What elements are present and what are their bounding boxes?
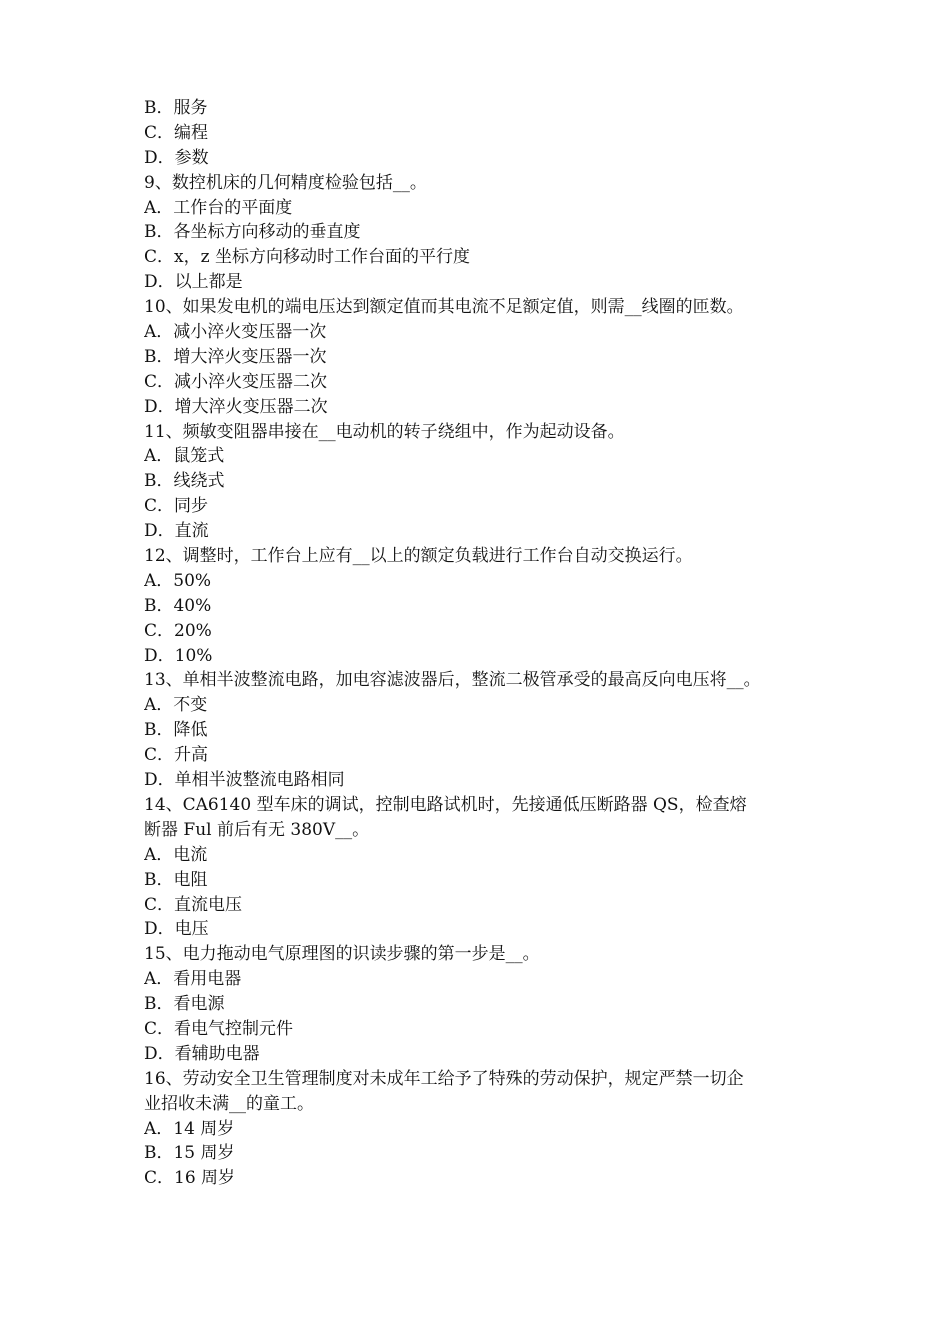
option-line: C．x，z 坐标方向移动时工作台面的平行度: [144, 247, 470, 268]
option-line: C．编程: [144, 122, 209, 143]
option-line: B．降低: [144, 720, 208, 741]
option-line: A．减小淬火变压器一次: [144, 322, 327, 343]
option-line: B．40%: [144, 595, 212, 616]
option-line: A．不变: [144, 695, 208, 716]
question-line: 9、数控机床的几何精度检验包括__。: [144, 172, 427, 193]
document-body: [144, 96, 824, 1191]
option-line: D．电压: [144, 919, 209, 940]
option-line: D．10%: [144, 645, 213, 666]
option-line: B．增大淬火变压器一次: [144, 346, 327, 367]
question-line: 10、如果发电机的端电压达到额定值而其电流不足额定值，则需__线圈的匝数。: [144, 297, 744, 318]
option-line: C．减小淬火变压器二次: [144, 371, 328, 392]
option-line: C．16 周岁: [144, 1168, 236, 1189]
option-line: C．看电气控制元件: [144, 1018, 294, 1039]
option-line: B．线绕式: [144, 471, 225, 492]
question-line-continued: 业招收未满__的童工。: [144, 1093, 314, 1114]
option-line: B．服务: [144, 98, 208, 118]
option-line: D．参数: [144, 147, 209, 168]
option-line: B．看电源: [144, 994, 225, 1015]
option-line: A．14 周岁: [144, 1118, 235, 1139]
option-line: B．各坐标方向移动的垂直度: [144, 222, 361, 243]
option-line: C．升高: [144, 745, 209, 766]
question-line: 11、频敏变阻器串接在__电动机的转子绕组中，作为起动设备。: [144, 421, 625, 442]
question-line: 13、单相半波整流电路，加电容滤波器后，整流二极管承受的最高反向电压将__。: [144, 670, 761, 691]
option-line: A．看用电器: [144, 969, 242, 990]
option-line: A．工作台的平面度: [144, 197, 293, 218]
option-line: D．直流: [144, 521, 209, 542]
question-line: 15、电力拖动电气原理图的识读步骤的第一步是__。: [144, 944, 540, 965]
option-line: A．电流: [144, 844, 208, 865]
option-line: D．单相半波整流电路相同: [144, 770, 345, 791]
option-line: C．直流电压: [144, 894, 243, 915]
option-line: D．看辅助电器: [144, 1043, 260, 1064]
option-line: B．电阻: [144, 869, 208, 890]
option-line: C．同步: [144, 496, 209, 517]
question-line: 14、CA6140 型车床的调试，控制电路试机时，先接通低压断路器 QS，检查熔: [144, 794, 747, 815]
question-line-continued: 断器 Ful 前后有无 380V__。: [144, 819, 370, 840]
option-line: A．鼠笼式: [144, 446, 225, 467]
option-line: D．增大淬火变压器二次: [144, 396, 328, 417]
option-line: C．20%: [144, 620, 212, 641]
option-line: A．50%: [144, 570, 212, 591]
option-line: D．以上都是: [144, 272, 243, 293]
option-line: B．15 周岁: [144, 1143, 235, 1164]
question-line: 12、调整时，工作台上应有__以上的额定负载进行工作台自动交换运行。: [144, 546, 693, 567]
question-line: 16、劳动安全卫生管理制度对未成年工给予了特殊的劳动保护，规定严禁一切企: [144, 1068, 744, 1089]
